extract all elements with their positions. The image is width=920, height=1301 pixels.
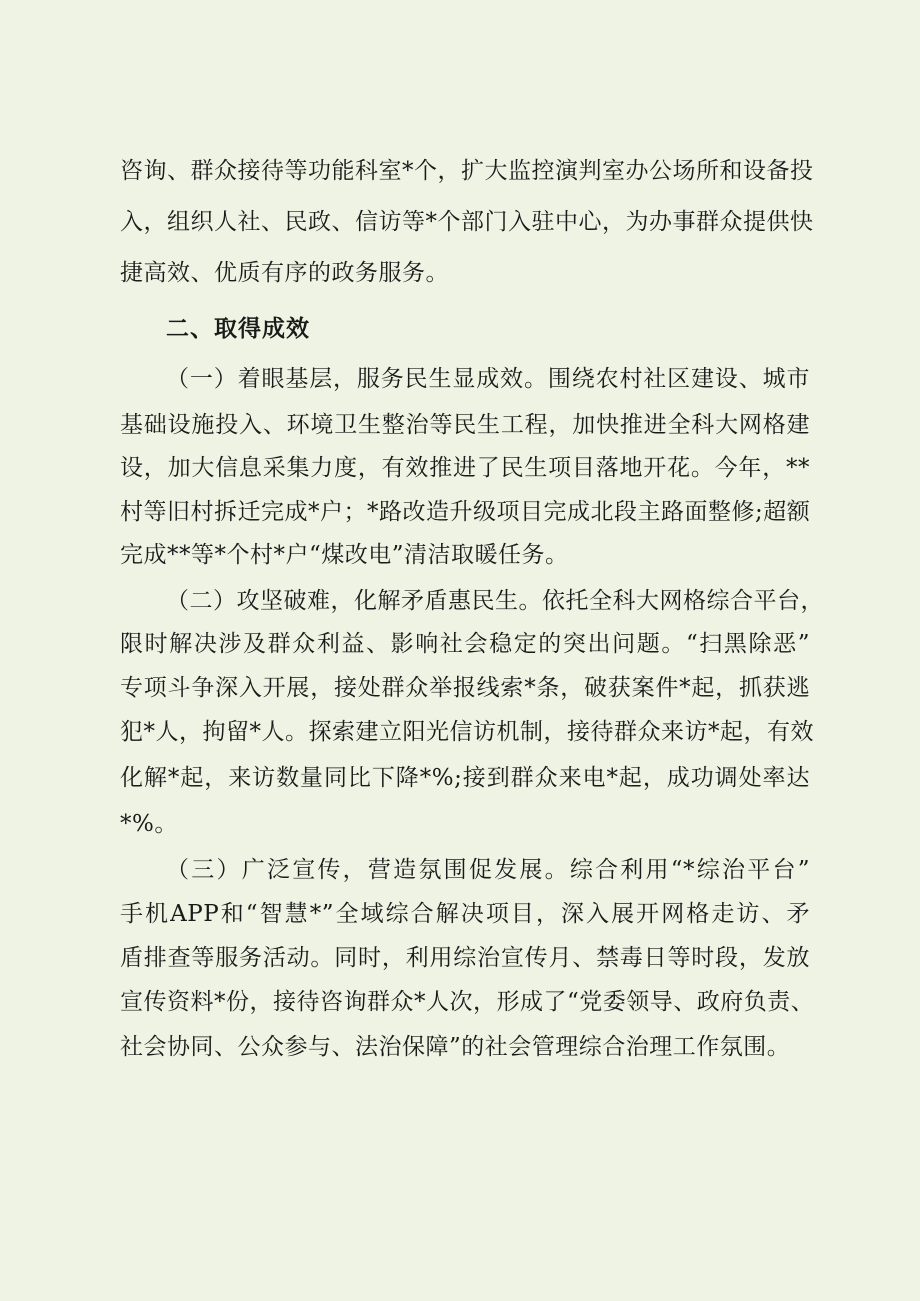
- text-line: 完成**等*个村*户“煤改电”清洁取暖任务。: [120, 542, 569, 568]
- text-line: *%。: [120, 811, 178, 837]
- text-line: 犯*人，拘留*人。探索建立阳光信访机制，接待群众来访*起，有效: [120, 719, 814, 745]
- text-line: 盾排查等服务活动。同时，利用综治宣传月、禁毒日等时段，发放: [120, 945, 810, 971]
- text-line: 入，组织人社、民政、信访等*个部门入驻中心，为办事群众提供快: [120, 209, 814, 235]
- text-line: 咨询、群众接待等功能科室*个，扩大监控演判室办公场所和设备投: [120, 158, 814, 184]
- text-line: 村等旧村拆迁完成*户；*路改造升级项目完成北段主路面整修;超额: [120, 499, 811, 525]
- text-line: 捷高效、优质有序的政务服务。: [120, 260, 449, 286]
- text-line: （一）着眼基层，服务民生显成效。围绕农村社区建设、城市: [166, 366, 810, 392]
- text-line: 宣传资料*份，接待咨询群众*人次，形成了“党委领导、政府负责、: [120, 989, 815, 1015]
- text-line: （三）广泛宣传，营造氛围促发展。综合利用“*综治平台”: [166, 857, 810, 883]
- text-line: 化解*起，来访数量同比下降*%;接到群众来电*起，成功调处率达: [120, 765, 810, 791]
- section-heading: 二、取得成效: [166, 316, 310, 342]
- text-line: （二）攻坚破难，化解矛盾惠民生。依托全科大网格综合平台，: [166, 588, 824, 614]
- text-line: 专项斗争深入开展，接处群众举报线索*条，破获案件*起，抓获逃: [120, 675, 810, 701]
- text-line: 设，加大信息采集力度，有效推进了民生项目落地开花。今年，**: [120, 455, 810, 481]
- text-line: 社会协同、公众参与、法治保障”的社会管理综合治理工作氛围。: [120, 1034, 791, 1060]
- text-line: 手机APP和“智慧*”全域综合解决项目，深入展开网格走访、矛: [120, 901, 810, 927]
- text-line: 限时解决涉及群众利益、影响社会稳定的突出问题。“扫黑除恶”: [120, 631, 810, 657]
- text-line: 基础设施投入、环境卫生整治等民生工程，加快推进全科大网格建: [120, 412, 810, 438]
